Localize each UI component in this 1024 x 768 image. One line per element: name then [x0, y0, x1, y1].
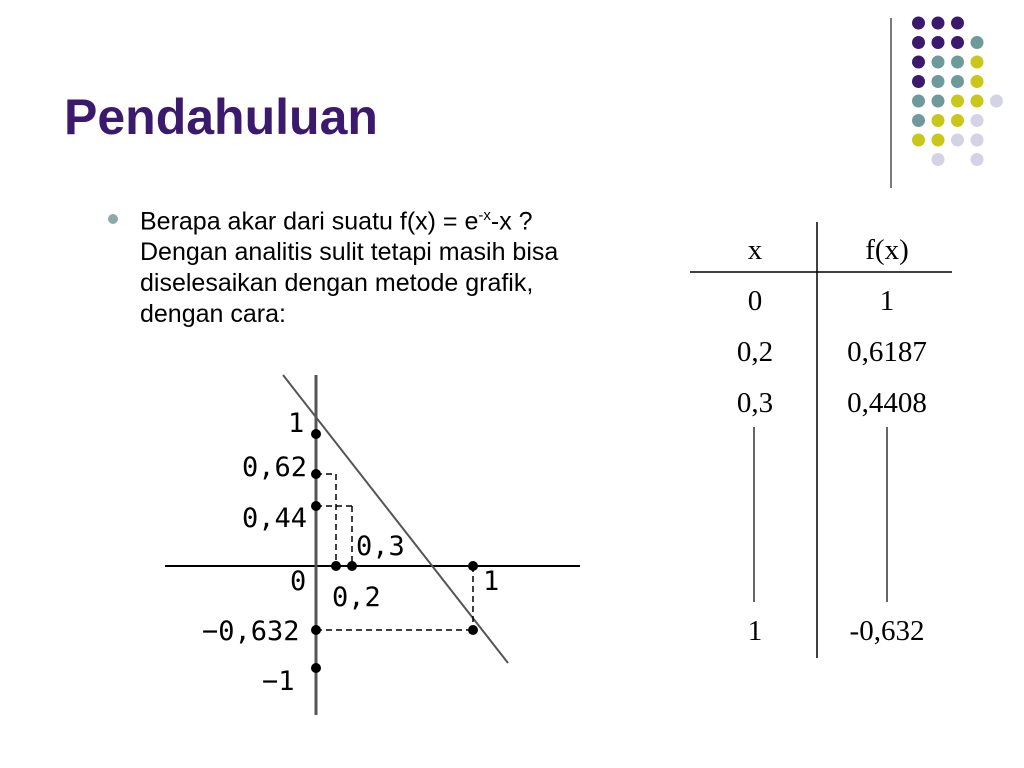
- decorative-dot: [971, 114, 984, 127]
- table-cell-x: 0,3: [736, 387, 774, 419]
- decorative-dot: [932, 134, 945, 147]
- table-cell-x: 0,2: [736, 336, 774, 368]
- table-header-x: x: [747, 234, 763, 266]
- point-x1: [468, 561, 478, 571]
- function-graph: [160, 370, 590, 720]
- decorative-dot: [912, 134, 925, 147]
- label-yneg0632: −0,632: [202, 616, 300, 647]
- decorative-dot: [912, 114, 925, 127]
- decorative-dot: [971, 56, 984, 69]
- point-yneg0632: [311, 625, 321, 635]
- table-cell-x: 0: [747, 285, 763, 317]
- decorative-dot: [971, 134, 984, 147]
- table-header-fx: f(x): [865, 234, 909, 266]
- slide-title: Pendahuluan: [64, 89, 378, 145]
- table-cell-x: 1: [747, 615, 763, 647]
- label-yneg1: −1: [262, 666, 295, 697]
- label-origin: 0: [290, 566, 307, 597]
- decorative-dot: [951, 114, 964, 127]
- decorative-dot: [912, 17, 925, 30]
- decorative-dot: [971, 75, 984, 88]
- label-y1: 1: [288, 408, 305, 439]
- decorative-dot: [912, 36, 925, 49]
- decorative-dot: [932, 36, 945, 49]
- bullet-list: [108, 200, 628, 330]
- decorative-dot: [932, 17, 945, 30]
- decorative-dot: [971, 95, 984, 108]
- decorative-dot: [951, 17, 964, 30]
- decorative-dot: [971, 153, 984, 166]
- decorative-dot: [990, 95, 1003, 108]
- point-yneg1: [311, 663, 321, 673]
- bullet-line1-post: -x ?: [490, 207, 533, 236]
- table-cell-fx: 0,6187: [847, 336, 927, 368]
- decorative-dot: [932, 56, 945, 69]
- bullet-exponent: -x: [478, 207, 491, 224]
- decorative-dot: [951, 56, 964, 69]
- table-cell-fx: 1: [879, 285, 895, 317]
- value-table: [690, 222, 955, 662]
- decorative-dot: [932, 114, 945, 127]
- decorative-dot: [951, 36, 964, 49]
- decorative-dot: [951, 95, 964, 108]
- label-x02: 0,2: [332, 582, 381, 613]
- decorative-dot: [912, 95, 925, 108]
- bullet-rest: Dengan analitis sulit tetapi masih bisa diselesaikan dengan metode grafik, dengan cara:: [140, 238, 559, 329]
- point-1-neg0632: [468, 625, 478, 635]
- label-y044: 0,44: [242, 503, 308, 534]
- decorative-dot: [932, 95, 945, 108]
- decorative-dot: [971, 36, 984, 49]
- decorative-dot: [951, 134, 964, 147]
- decorative-dot: [932, 153, 945, 166]
- label-y062: 0,62: [242, 452, 308, 483]
- bullet-text: [140, 200, 628, 330]
- table-cell-fx: -0,632: [849, 615, 925, 647]
- decorative-dot: [912, 75, 925, 88]
- decorative-dot: [912, 56, 925, 69]
- point-x02: [331, 561, 341, 571]
- point-y044: [311, 501, 321, 511]
- bullet-marker: [108, 214, 118, 224]
- decorative-dot: [932, 75, 945, 88]
- point-x03: [347, 561, 357, 571]
- point-y062: [311, 469, 321, 479]
- decorative-dot-grid: [0, 0, 1024, 180]
- label-x1: 1: [483, 566, 500, 597]
- table-cell-fx: 0,4408: [847, 387, 927, 419]
- label-x03: 0,3: [356, 531, 405, 562]
- bullet-line1-pre: Berapa akar dari suatu f(x) = e: [140, 207, 479, 236]
- decorative-dot: [951, 75, 964, 88]
- point-y1: [311, 429, 321, 439]
